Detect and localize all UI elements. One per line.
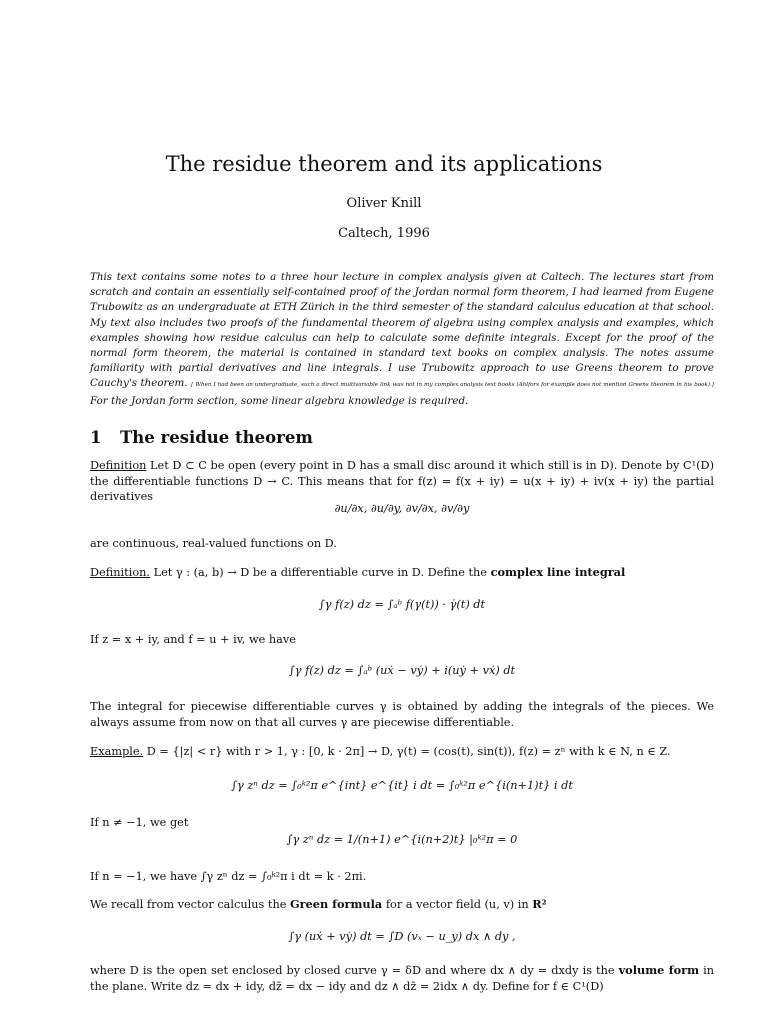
abstract [90,270,714,409]
section-number: 1 [90,428,102,447]
definition-1 [90,458,714,505]
green-text-b: for a vector field (u, v) in [385,898,529,911]
abstract-main: This text contains some notes to a three hour lecture in complex analysis given at Caltech. The lectures start from scratch and contain an essentially self-contained proof of the Jordan normal form theorem, I had learned from Eugene Trubowitz as an undergraduate at ETH Zürich in the third semester of the standard calculus education at that school. My text also includes two proofs of the fundamental theorem of algebra using complex analysis and examples, which examples showing how residue calculus can help to calculate some definite integrals. Except for the proof of the normal form theorem, the material is contained in standard text books on complex analysis. The notes assume familiarity with partial derivatives and line integrals. I use Trubowitz approach to use Greens theorem to prove Cauchy's theorem. [90,271,714,390]
section-title: The residue theorem [120,428,313,447]
n-neq-result-equation: ∫γ zⁿ dz = 1/(n+1) e^{i(n+2)t} |₀ᵏ²π = 0 [286,833,518,846]
if-n-neq-line: If n ≠ −1, we get [90,816,189,829]
paper-title: The residue theorem and its applications [165,152,603,176]
definition-1-end: are continuous, real-valued functions on D. [90,537,337,550]
definition-2-label: Definition. [90,566,150,579]
definition-label: Definition [90,459,147,472]
abstract-tail: For the Jordan form section, some linear algebra knowledge is required. [90,394,469,407]
definition-2 [90,565,714,581]
if-n-eq-line: If n = −1, we have ∫γ zⁿ dz = ∫₀ᵏ²π i dt = k · 2πi. [90,870,367,883]
green-formula-term: Green formula [290,897,383,911]
green-intro [90,897,714,913]
section-heading [90,428,313,447]
complex-line-integral-term: complex line integral [490,565,626,579]
r2-symbol: R² [532,897,547,911]
green-formula-equation: ∫γ (uẋ + vẏ) dt = ∫D (vₓ − u_y) dx ∧ dy , [288,930,516,943]
line-integral-uv-equation: ∫γ f(z) dz = ∫ₐᵇ (uẋ − vẏ) + i(uẏ + vẋ) dt [288,664,516,677]
partial-derivatives-equation [90,502,714,515]
volume-form-paragraph [90,963,714,994]
example-label: Example. [90,745,144,758]
definition-1-text: Let D ⊂ C be open (every point in D has a small disc around it which still is in D). Denote by C¹(D) the differentiable functions D → C. This means that for f(z) = f(x + iy) = u(x + iy) + iv(x + iy) the partial derivatives [90,459,715,503]
volume-text-a: where D is the open set enclosed by closed curve γ = δD and where dx ∧ dy = dxdy is the [90,964,615,977]
abstract-footnote: [ When I had been an undergraduate, such a direct multivariable link was not in my complex analysis text books (Ahlfors for example does not mention Greens theorem in his book).] [191,382,714,389]
author-name: Oliver Knill [346,196,422,211]
partials: ∂u/∂x, ∂u/∂y, ∂v/∂x, ∂v/∂y [334,502,470,515]
line-integral-equation: ∫γ f(z) dz = ∫ₐᵇ f(γ(t)) · γ̇(t) dt [318,598,486,611]
example-integral-equation: ∫γ zⁿ dz = ∫₀ᵏ²π e^{int} e^{it} i dt = ∫₀ᵏ²π e^{i(n+1)t} i dt [231,779,573,792]
volume-form-term: volume form [618,963,700,977]
example [90,744,714,760]
green-text-a: We recall from vector calculus the [90,898,287,911]
example-text: D = {|z| < r} with r > 1, γ : [0, k · 2π] → D, γ(t) = (cos(t), sin(t)), f(z) = zⁿ with k ∈ N, n ∈ Z. [146,745,671,758]
piecewise-paragraph: The integral for piecewise differentiable curves γ is obtained by adding the integrals of the pieces. We always assume from now on that all curves γ are piecewise differentiable. [90,700,714,729]
affiliation: Caltech, 1996 [338,226,430,241]
if-z-line: If z = x + iy, and f = u + iv, we have [90,633,296,646]
volume-text-b: in the plane. Write dz = dx + idy, dz̄ = dx − idy and dz ∧ dz̄ = 2idx ∧ dy. Define for f ∈ C¹(D) [90,964,715,993]
definition-2-text: Let γ : (a, b) → D be a differentiable curve in D. Define the [153,566,487,579]
